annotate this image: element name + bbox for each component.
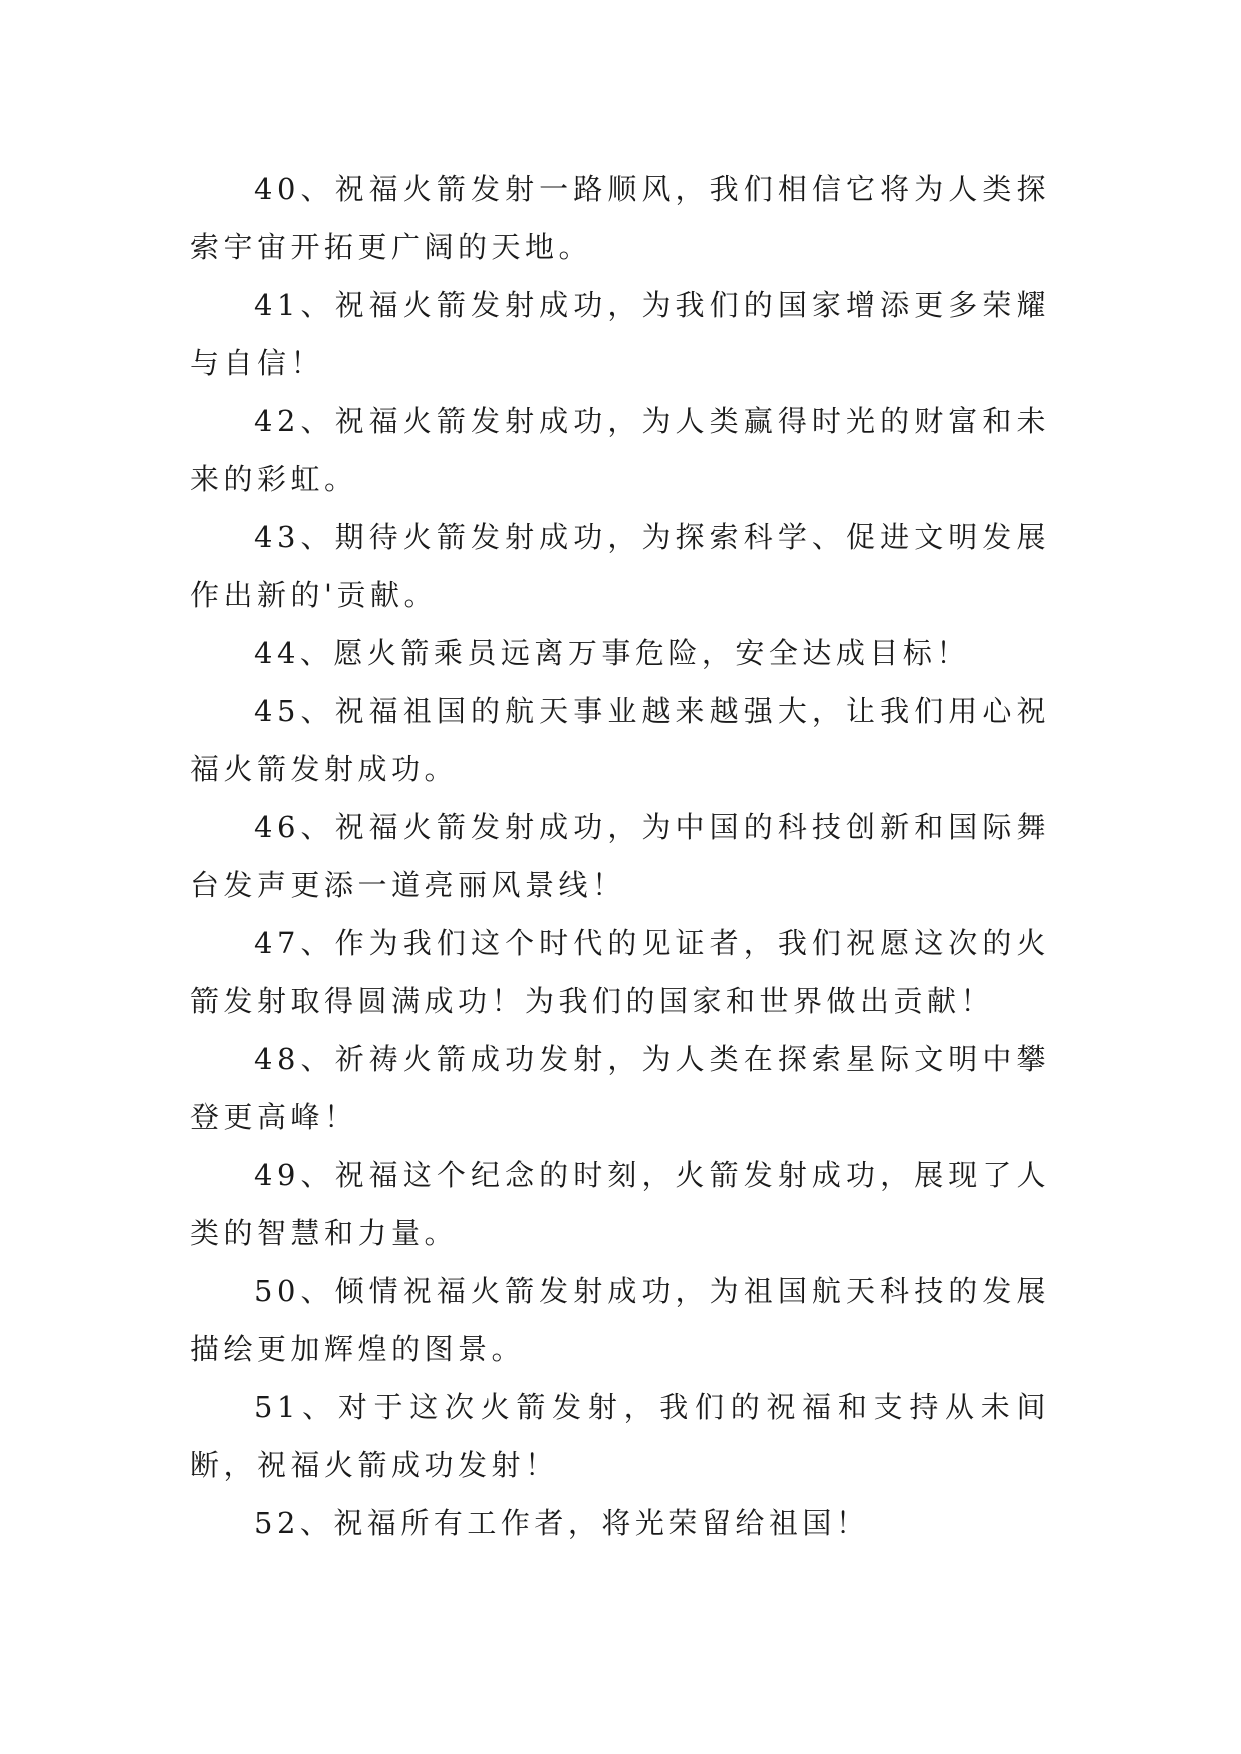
paragraph-40: 40、祝福火箭发射一路顺风，我们相信它将为人类探索宇宙开拓更广阔的天地。 xyxy=(190,172,1050,264)
paragraph-51: 51、对于这次火箭发射，我们的祝福和支持从未间断，祝福火箭成功发射！ xyxy=(190,1390,1050,1482)
paragraph-48: 48、祈祷火箭成功发射，为人类在探索星际文明中攀登更高峰！ xyxy=(190,1042,1050,1134)
paragraph-45: 45、祝福祖国的航天事业越来越强大，让我们用心祝福火箭发射成功。 xyxy=(190,694,1050,786)
paragraph-46: 46、祝福火箭发射成功，为中国的科技创新和国际舞台发声更添一道亮丽风景线！ xyxy=(190,810,1050,902)
paragraph-42: 42、祝福火箭发射成功，为人类赢得时光的财富和未来的彩虹。 xyxy=(190,404,1050,496)
paragraph-47: 47、作为我们这个时代的见证者，我们祝愿这次的火箭发射取得圆满成功！为我们的国家和世界做出贡献！ xyxy=(190,926,1050,1018)
paragraph-50: 50、倾情祝福火箭发射成功，为祖国航天科技的发展描绘更加辉煌的图景。 xyxy=(190,1274,1050,1366)
paragraph-41: 41、祝福火箭发射成功，为我们的国家增添更多荣耀与自信！ xyxy=(190,288,1050,380)
document-body xyxy=(190,160,1050,1552)
paragraph-49: 49、祝福这个纪念的时刻，火箭发射成功，展现了人类的智慧和力量。 xyxy=(190,1158,1050,1250)
paragraph-52: 52、祝福所有工作者，将光荣留给祖国！ xyxy=(254,1506,870,1540)
paragraph-43: 43、期待火箭发射成功，为探索科学、促进文明发展作出新的'贡献。 xyxy=(190,520,1050,612)
paragraph-44: 44、愿火箭乘员远离万事危险，安全达成目标！ xyxy=(254,636,970,670)
